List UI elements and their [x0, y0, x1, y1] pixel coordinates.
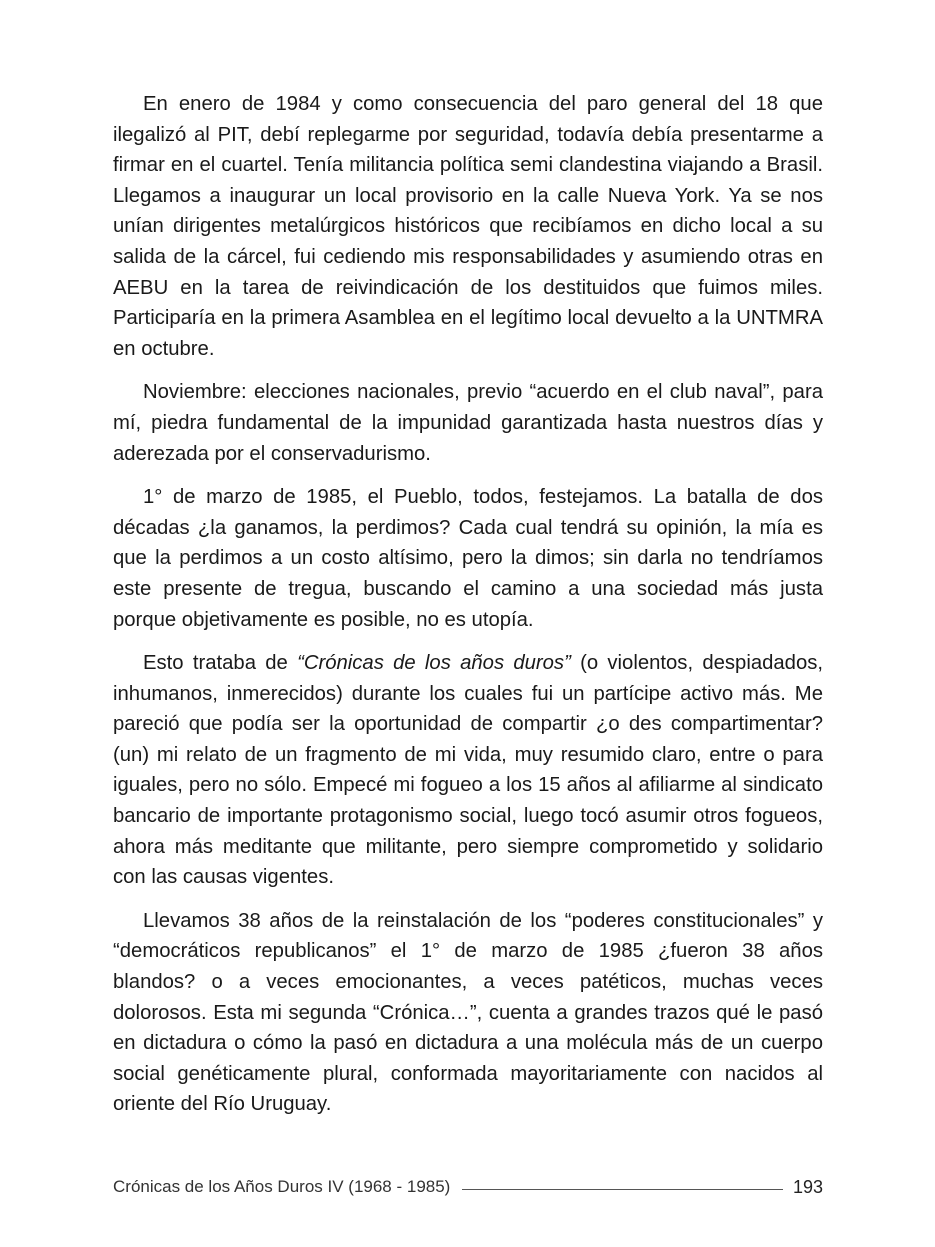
paragraph-1: En enero de 1984 y como consecuencia del paro general del 18 que ilegalizó al PIT, debí replegarme por seguridad, todavía debía presentarme a firmar en el cuartel. Tenía militancia política semi clandestina viajando a Brasil. Llegamos a inaugurar un local provisorio en la calle Nueva York. Ya se nos unían dirigentes metalúrgicos históricos que recibíamos en dicho local a su salida de la cárcel, fui cediendo mis responsabilidades y asumiendo otras en AEBU en la tarea de reivindicación de los destituidos que fuimos miles. Participaría en la primera Asamblea en el legítimo local devuelto a la UNTMRA en octubre.	[113, 93, 823, 360]
page-body	[113, 89, 823, 1133]
paragraph-3: 1° de marzo de 1985, el Pueblo, todos, festejamos. La batalla de dos décadas ¿la ganamos, la perdimos? Cada cual tendrá su opinión, la mía es que la perdimos a un costo altísimo, pero la dimos; sin darla no tendríamos este presente de tregua, buscando el camino a una sociedad más justa porque objetivamente es posible, no es utopía.	[113, 486, 823, 631]
paragraph-5: Llevamos 38 años de la reinstalación de los “poderes constitucionales” y “democráticos republicanos” el 1° de marzo de 1985 ¿fueron 38 años blandos? o a veces emocionantes, a veces patéticos, muchas veces dolorosos. Esta mi segunda “Crónica…”, cuenta a grandes trazos qué le pasó en dictadura o cómo la pasó en dictadura a una molécula más de un cuerpo social genéticamente plural, conformada mayoritariamente con nacidos al oriente del Río Uruguay.	[113, 909, 823, 1116]
paragraph-4-rest: (o violentos, despiadados, inhumanos, inmerecidos) durante los cuales fui un partícipe activo más. Me pareció que podía ser la oportunidad de compartir ¿o des compartimentar? (un) mi relato de un fragmento de mi vida, muy resumido claro, entre o para iguales, pero no sólo. Empecé mi fogueo a los 15 años al afiliarme al sindicato bancario de importante protagonismo social, luego tocó asumir otros fogueos, ahora más meditante que militante, pero siempre comprometido y solidario con las causas vigentes.	[113, 652, 823, 889]
page-footer	[113, 1172, 823, 1202]
paragraph-4-lead: Esto trataba de	[143, 652, 298, 675]
page-number: 193	[792, 1176, 823, 1197]
paragraph-4-italic-title: “Crónicas de los años duros”	[297, 652, 571, 675]
paragraph-4	[113, 648, 823, 893]
paragraph-2: Noviembre: elecciones nacionales, previo “acuerdo en el club naval”, para mí, piedra fundamental de la impunidad garantizada hasta nuestros días y aderezada por el conservadurismo.	[113, 381, 823, 465]
footer-book-title: Crónicas de los Años Duros IV (1968 - 1985)	[113, 1177, 451, 1196]
footer-divider	[462, 1189, 783, 1190]
